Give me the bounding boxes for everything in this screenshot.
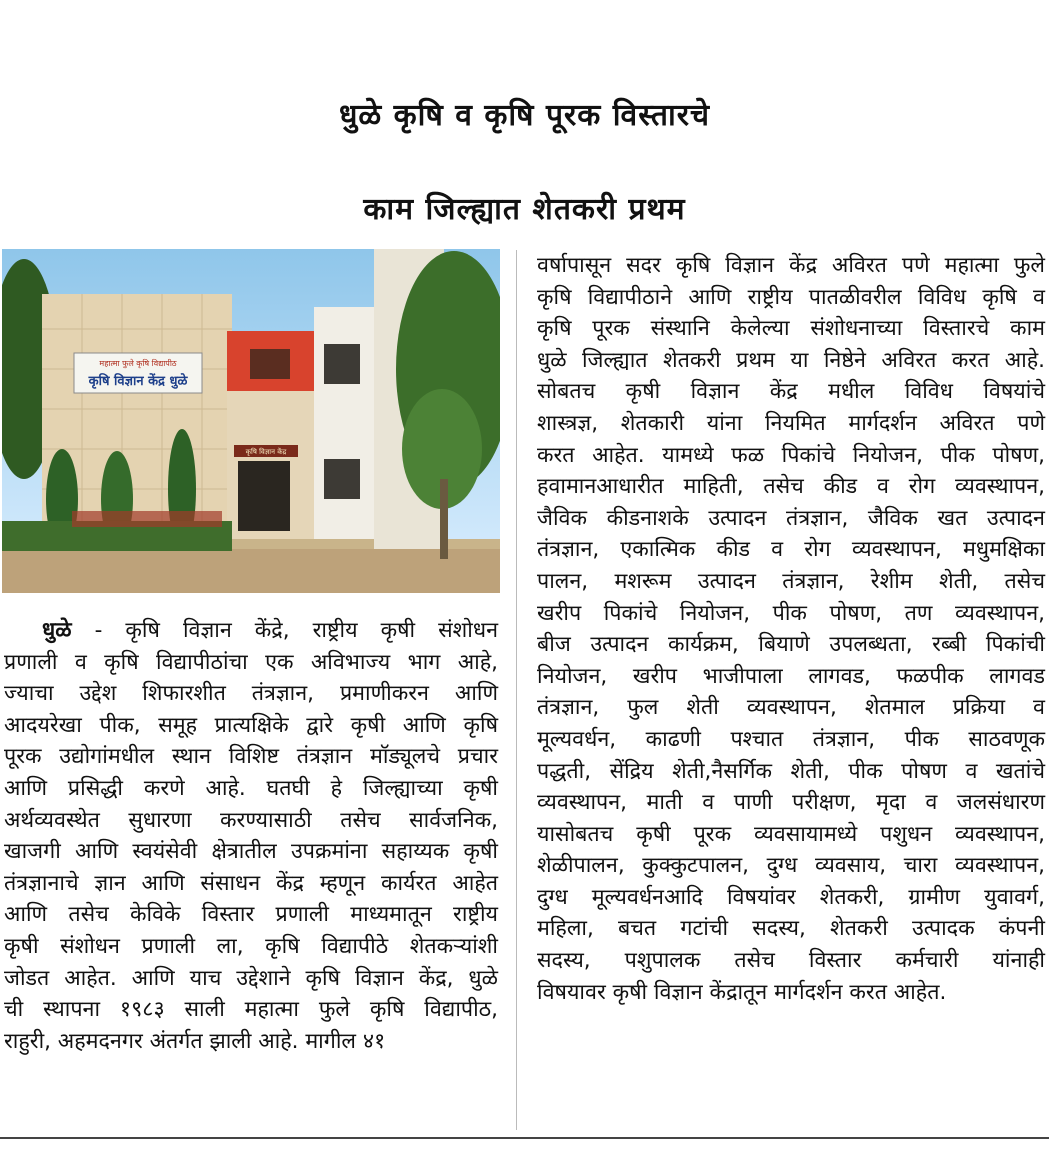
article-line — [4, 615, 498, 647]
door-sign: कृषि विज्ञान केंद्र — [245, 448, 287, 456]
article-line: मूल्यवर्धन, काढणी पश्चात तंत्रज्ञान, पीक साठवणूक — [537, 726, 1045, 752]
article-line: ज्याचा उद्देश शिफारशीत तंत्रज्ञान, प्रमाणीकरन आणि — [4, 681, 498, 707]
article-line: बीज उत्पादन कार्यक्रम, बियाणे उपलब्धता, रब्बी पिकांची — [537, 632, 1045, 658]
article-line: कृषि पूरक संस्थानि केलेल्या संशोधनाच्या विस्तारचे काम — [537, 316, 1045, 342]
article-line: ची स्थापना १९८३ साली महात्मा फुले कृषि विद्यापीठ, — [4, 997, 498, 1023]
article-column-right — [537, 250, 1045, 1008]
article-line: नियोजन, खरीप भाजीपाला लागवड, फळपीक लागवड — [537, 663, 1045, 689]
article-line: व्यवस्थापन, माती व पाणी परीक्षण, मृदा व जलसंधारण — [537, 790, 1045, 816]
headline-line-2: काम जिल्ह्यात शेतकरी प्रथम — [363, 191, 686, 227]
article-line: तंत्रज्ञान, एकात्मिक कीड व रोग व्यवस्थापन, मधुमक्षिका — [537, 537, 1045, 563]
article-line: वर्षापासून सदर कृषि विज्ञान केंद्र अविरत पणे महात्मा फुले — [537, 253, 1045, 278]
article-line: करत आहेत. यामध्ये फळ पिकांचे नियोजन, पीक पोषण, — [537, 442, 1045, 468]
signboard-line-2: कृषि विज्ञान केंद्र धुळे — [88, 374, 188, 389]
article-line: कृषी संशोधन प्रणाली ला, कृषि विद्यापीठे शेतकऱ्यांशी — [4, 933, 498, 959]
article-line: दुग्ध मूल्यवर्धनआदि विषयांवर शेतकरी, ग्रामीण युवावर्ग, — [537, 884, 1045, 910]
article-line: राहुरी, अहमदनगर अंतर्गत झाली आहे. मागील ४१ — [4, 1028, 386, 1054]
article-line: तंत्रज्ञानाचे ज्ञान आणि संसाधन केंद्र म्हणून कार्यरत आहेत — [4, 870, 498, 896]
article-line: अर्थव्यवस्थेत सुधारणा करण्यासाठी तसेच सार्वजनिक, — [4, 807, 498, 833]
bottom-rule — [0, 1137, 1049, 1139]
headline-line-1: धुळे कृषि व कृषि पूरक विस्तारचे — [338, 97, 711, 133]
article-line: धुळे जिल्ह्यात शेतकरी प्रथम या निष्ठेने अविरत करत आहे. — [537, 347, 1045, 373]
article-line: शेळीपालन, कुक्कुटपालन, दुग्ध व्यवसाय, चारा व्यवस्थापन, — [537, 853, 1045, 879]
article-line-text: - कृषि विज्ञान केंद्रे, राष्ट्रीय कृषी संशोधन — [71, 618, 498, 643]
article-line: जैविक कीडनाशके उत्पादन तंत्रज्ञान, जैविक खत उत्पादन — [537, 505, 1045, 531]
article-line: पूरक उद्योगांमधील स्थान विशिष्ट तंत्रज्ञान मॉड्यूलचे प्रचार — [4, 744, 498, 770]
article-line: आणि प्रसिद्धी करणे आहे. घतघी हे जिल्ह्याच्या कृषी — [4, 775, 498, 801]
column-divider — [516, 250, 517, 1130]
article-line: कृषि विद्यापीठाने आणि राष्ट्रीय पातळीवरील विविध कृषि व — [537, 284, 1045, 310]
article-line: पालन, मशरूम उत्पादन तंत्रज्ञान, रेशीम शेती, तसेच — [537, 568, 1045, 594]
article-line: जोडत आहेत. आणि याच उद्देशाने कृषि विज्ञान केंद्र, धुळे — [4, 965, 498, 991]
article-line: यासोबतच कृषी पूरक व्यवसायामध्ये पशुधन व्यवस्थापन, — [537, 821, 1045, 847]
article-line: प्रणाली व कृषि विद्यापीठांचा एक अविभाज्य भाग आहे, — [4, 649, 498, 675]
article-line: पद्धती, सेंद्रिय शेती,नैसर्गिक शेती, पीक पोषण व खतांचे — [537, 758, 1045, 784]
signboard-line-1: महात्मा फुले कृषि विद्यापीठ — [99, 359, 177, 368]
headline — [0, 69, 1049, 257]
article-line: आणि तसेच केविके विस्तार प्रणाली माध्यमातून राष्ट्रीय — [4, 902, 498, 928]
article-line: विषयावर कृषी विज्ञान केंद्रातून मार्गदर्शन करत आहेत. — [537, 979, 947, 1005]
article-line: सोबतच कृषी विज्ञान केंद्र मधील विविध विषयांचे — [537, 379, 1045, 405]
article-line: तंत्रज्ञान, फुल शेती व्यवस्थापन, शेतमाल प्रक्रिया व — [537, 695, 1045, 721]
article-line: सदस्य, पशुपालक तसेच विस्तार कर्मचारी यांनाही — [537, 948, 1045, 974]
kvk-building-photo — [2, 249, 500, 593]
article-column-left — [4, 615, 498, 1057]
article-line: आदयरेखा पीक, समूह प्रात्यक्षिके द्वारे कृषी आणि कृषि — [4, 712, 498, 738]
article-line: खरीप पिकांचे नियोजन, पीक पोषण, तण व्यवस्थापन, — [537, 600, 1045, 626]
article-line: महिला, बचत गटांची सदस्य, शेतकरी उत्पादक कंपनी — [537, 916, 1045, 942]
article-line: हवामानआधारीत माहिती, तसेच कीड व रोग व्यवस्थापन, — [537, 474, 1045, 500]
dateline-place: धुळे — [42, 618, 72, 643]
article-line: खाजगी आणि स्वयंसेवी क्षेत्रातील उपक्रमांना सहाय्यक कृषी — [4, 839, 498, 865]
article-line: शास्त्रज्ञ, शेतकारी यांना नियमित मार्गदर्शन अविरत पणे — [537, 410, 1045, 436]
